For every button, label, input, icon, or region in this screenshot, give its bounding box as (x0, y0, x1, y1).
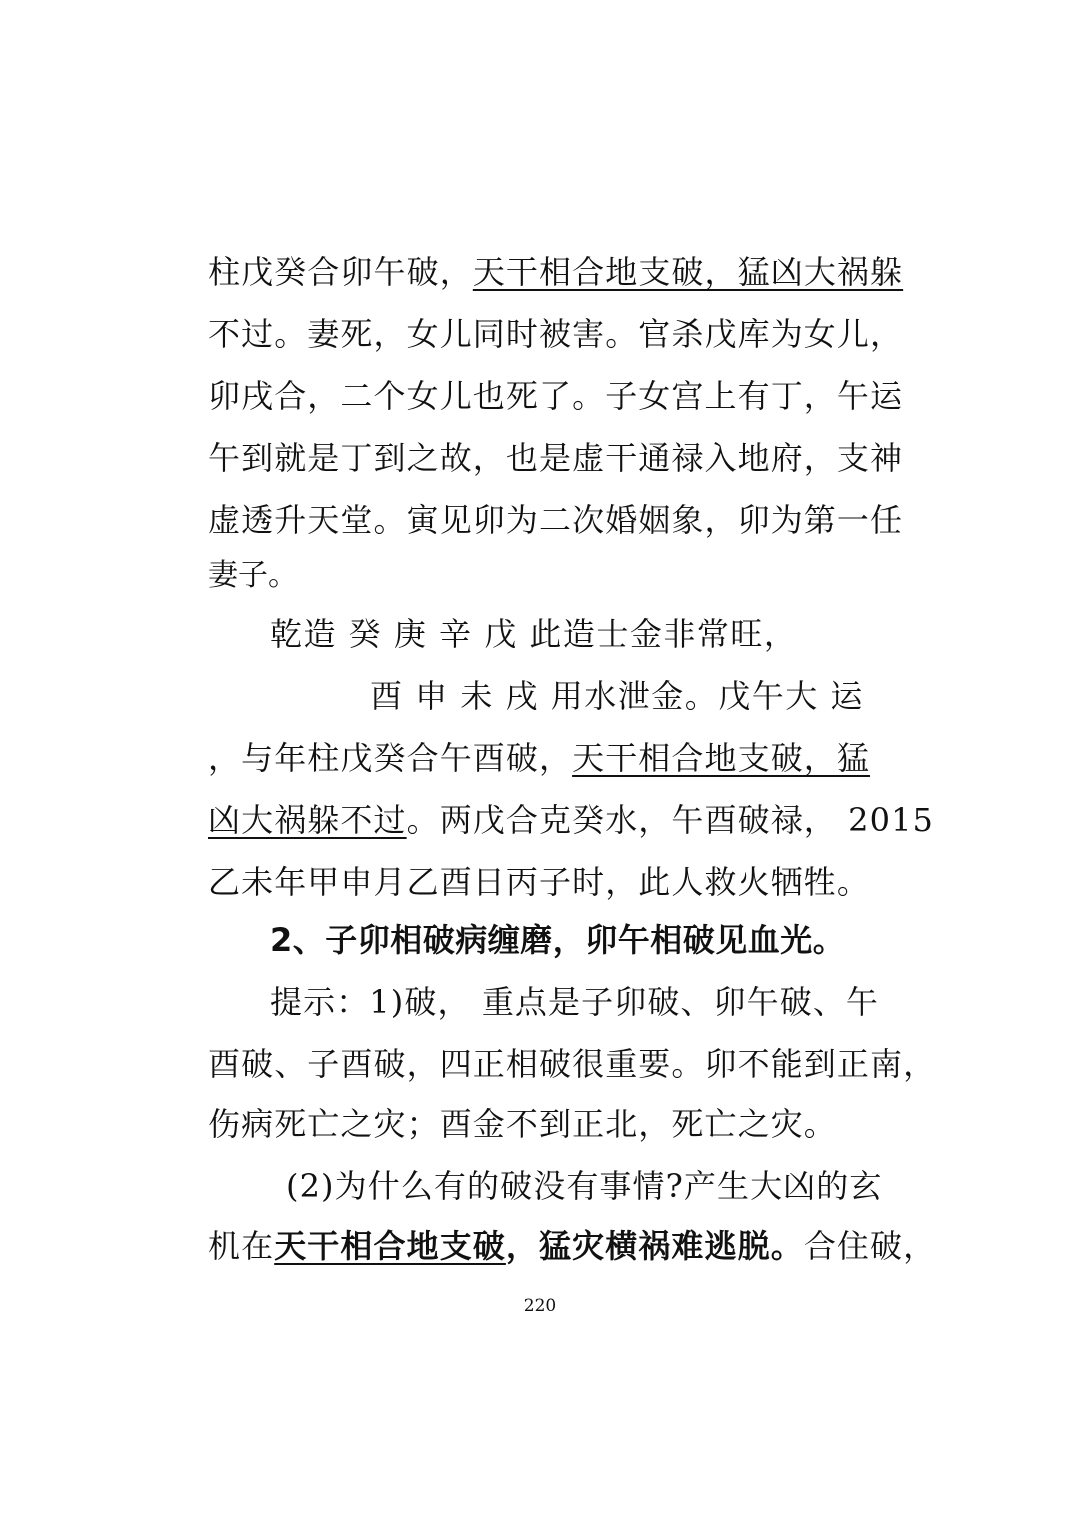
page-number: 220 (523, 1296, 557, 1316)
text-line (208, 556, 298, 596)
text-segment: 酉破、子酉破，四正相破很重要。卯不能到正南， (208, 1045, 937, 1083)
bold-text: 2、子卯相破病缠磨，卯午相破见血光。 (270, 921, 846, 959)
text-line (286, 1166, 883, 1206)
bold-text: ，猛灾横祸难逃脱。 (505, 1227, 804, 1265)
text-segment: 卯戌合，二个女儿也死了。子女宫上有丁，午运 (208, 377, 904, 415)
text-line (208, 252, 903, 292)
text-line (208, 376, 903, 416)
text-line (208, 500, 903, 540)
text-line (208, 800, 934, 840)
text-line (208, 1044, 936, 1084)
text-segment: 机在 (208, 1227, 275, 1265)
underlined-text: 凶大祸躲不过 (208, 801, 407, 839)
text-segment: 妻子。 (208, 558, 298, 593)
section-heading (270, 920, 845, 960)
text-line (370, 676, 864, 716)
text-line (208, 738, 870, 778)
text-segment: ，与年柱戊癸合午酉破， (208, 739, 573, 777)
text-segment: 酉 申 未 戌 用水泄金。戊午大 运 (370, 677, 864, 715)
text-segment: 合住破， (803, 1227, 937, 1265)
text-segment: 提示：1)破， 重点是子卯破、卯午破、午 (270, 983, 880, 1021)
text-segment: 柱戊癸合卯午破， (208, 253, 473, 291)
text-line (208, 314, 903, 354)
text-line (270, 982, 879, 1022)
text-line (270, 614, 797, 654)
text-line (208, 438, 903, 478)
text-segment: 不过。妻死，女儿同时被害。官杀戊库为女儿， (208, 315, 904, 353)
underlined-text: 天干相合地支破，猛凶大祸躲 (472, 253, 904, 291)
text-line (208, 1226, 936, 1266)
underlined-text: 天干相合地支破，猛 (572, 739, 871, 777)
underlined-text: 天干相合地支破 (274, 1227, 506, 1265)
text-segment: (2)为什么有的破没有事情?产生大凶的玄 (286, 1167, 883, 1205)
text-segment: 虚透升天堂。寅见卯为二次婚姻象，卯为第一任 (208, 501, 904, 539)
text-segment: 伤病死亡之灾；酉金不到正北，死亡之灾。 (208, 1105, 837, 1143)
text-segment: 乙未年甲申月乙酉日丙子时，此人救火牺牲。 (208, 863, 871, 901)
text-line (208, 1104, 837, 1144)
text-segment: 午到就是丁到之故，也是虚干通禄入地府，支神 (208, 439, 904, 477)
text-segment: 乾造 癸 庚 辛 戊 此造士金非常旺， (270, 615, 798, 653)
text-segment: 。两戊合克癸水，午酉破禄， 2015 (406, 801, 935, 839)
text-line (208, 862, 870, 902)
